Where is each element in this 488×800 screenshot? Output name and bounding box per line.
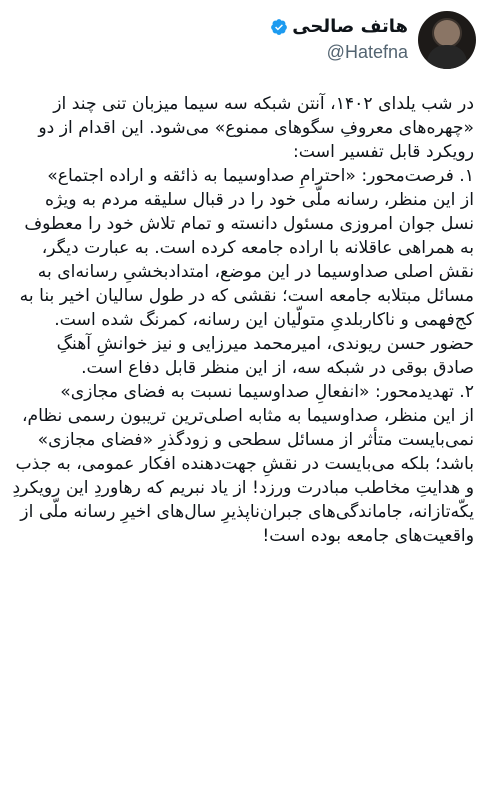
author-names bbox=[270, 16, 408, 64]
tweet-paragraph-heading-1: ۱. فرصت‌محور: «احترامِ صداوسیما به ذائقه و اراده اجتماع» bbox=[47, 166, 474, 186]
author-handle[interactable]: @Hatefna bbox=[326, 42, 408, 62]
author-display-name[interactable]: هاتف صالحی bbox=[292, 16, 408, 37]
tweet-header bbox=[12, 8, 476, 72]
tweet-paragraph-body-2: از این منظر، صداوسیما به مثابه اصلی‌ترین تریبون رسمی نظام، نمی‌بایست متأثر از مسائل سطحی و زودگذرِ «فضای مجازی» باشد؛ بلکه می‌بایست در نقشِ جهت‌دهنده افکار عمومی، به جذب و هدایتِ مخاطب مبادرت ورزد! از یاد نبریم که رهاوردِ این رویکردِ یکّه‌تازانه، جاماندگی‌های جبران‌ناپذیرِ سال‌های اخیرِ رسانه ملّی از واقعیت‌های جامعه بوده است! bbox=[12, 406, 474, 546]
display-name-row bbox=[270, 16, 408, 38]
verified-badge-icon bbox=[270, 18, 288, 36]
author-avatar[interactable] bbox=[418, 11, 476, 69]
tweet-paragraph-intro: در شب یلدای ۱۴۰۲، آنتن شبکه سه سیما میزبان تنی چند از «چهره‌های معروفِ سگوهای ممنوع» می‌شود. این اقدام از دو رویکرد قابل تفسیر است: bbox=[38, 94, 474, 162]
tweet-paragraph-heading-2: ۲. تهدیدمحور: «انفعالِ صداوسیما نسبت به فضای مجازی» bbox=[60, 382, 474, 402]
tweet-body bbox=[12, 92, 474, 548]
tweet-paragraph-body-1: از این منظر، رسانه ملّی خود را در قبال سلیقه مردم به ویژه نسل جوان امروزی مسئول دانسته و تمام تلاش خود را معطوف به همراهی عاقلانه با اراده جامعه کرده است. به عبارت دیگر، نقش اصلی صداوسیما در این موضع، امتدادبخشیِ رسانه‌ای به مسائل مبتلابه جامعه است؛ نقشی که در طول سالیان اخیر بنا به کج‌فهمی و ناکاربلدیِ متولّیان این رسانه، کمرنگ شده است. حضور حسن ریوندی، امیرمحمد میرزایی و نیز خوانشِ آهنگِ صادق بوقی در شبکه سه، از این منظر قابل دفاع است. bbox=[19, 190, 474, 378]
